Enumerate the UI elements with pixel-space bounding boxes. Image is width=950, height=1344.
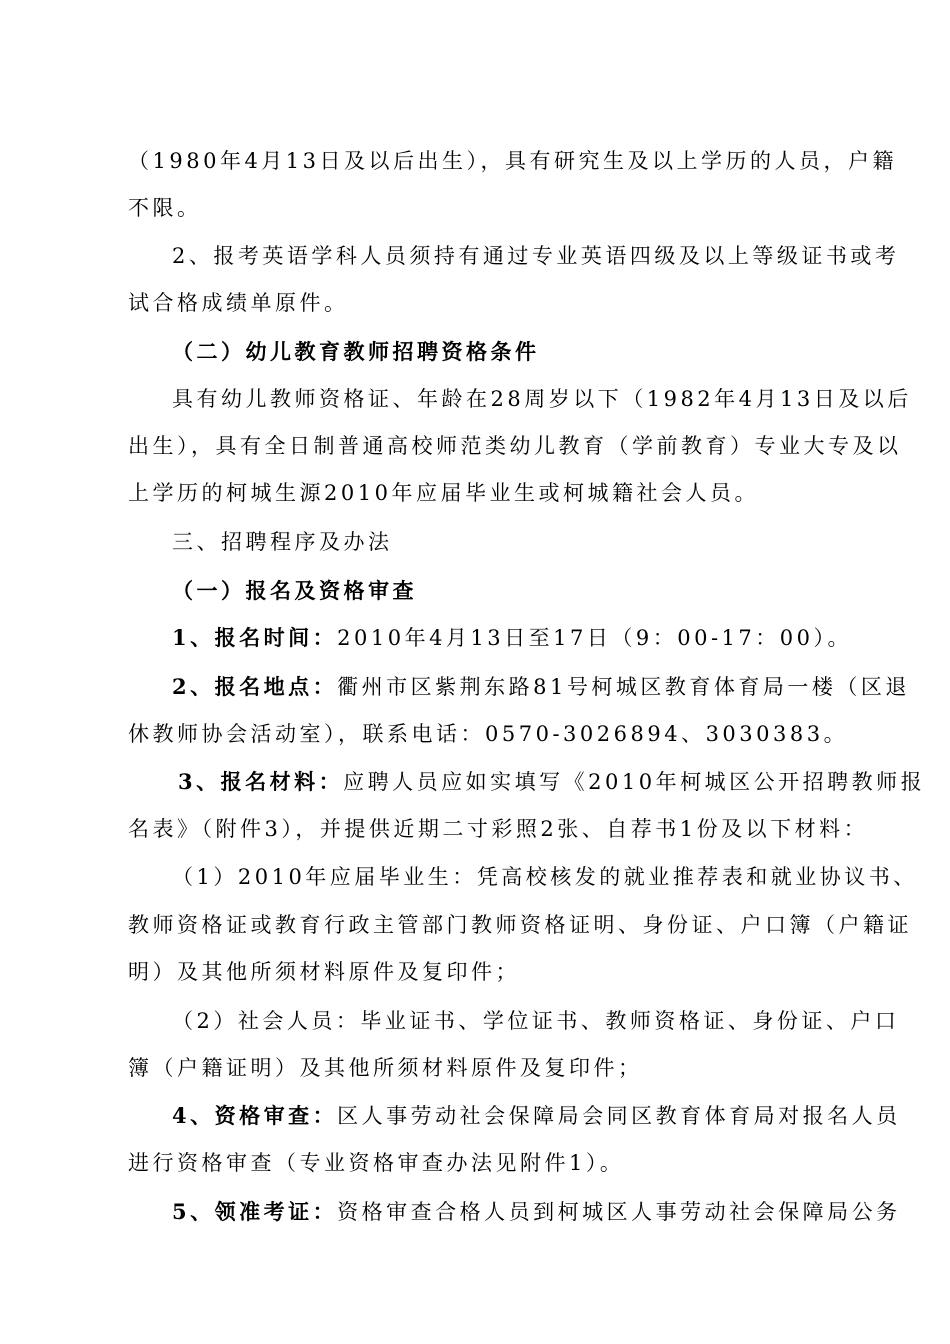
text-line: 教师资格证或教育行政主管部门教师资格证明、身份证、户口簿（户籍证 bbox=[128, 913, 912, 937]
text-line: 明）及其他所须材料原件及复印件； bbox=[128, 960, 520, 984]
text-line: 不限。 bbox=[128, 196, 202, 220]
text-line: 进行资格审查（专业资格审查办法见附件1）。 bbox=[128, 1151, 625, 1175]
section-heading: （一）报名及资格审查 bbox=[172, 578, 417, 603]
text-line: 名表》（附件3），并提供近期二寸彩照2张、自荐书1份及以下材料： bbox=[128, 817, 869, 841]
text-line: （1）2010年应届毕业生：凭高校核发的就业推荐表和就业协议书、 bbox=[172, 865, 918, 889]
text-line: 2、报考英语学科人员须持有通过专业英语四级及以上等级证书或考 bbox=[172, 244, 900, 268]
text-line: 具有幼儿教师资格证、年龄在28周岁以下（1982年4月13日及以后 bbox=[172, 387, 912, 411]
text-line: （2）社会人员：毕业证书、学位证书、教师资格证、身份证、户口 bbox=[172, 1009, 900, 1033]
text-line: 休教师协会活动室），联系电话：0570-3026894、3030383。 bbox=[128, 722, 849, 746]
text-line bbox=[172, 672, 910, 702]
text-line: 试合格成绩单原件。 bbox=[128, 291, 349, 315]
text-line: （1980年4月13日及以后出生），具有研究生及以上学历的人员，户籍 bbox=[128, 149, 898, 173]
text-line bbox=[172, 1197, 901, 1227]
section-heading: （二）幼儿教育教师招聘资格条件 bbox=[172, 339, 540, 364]
item-text: 区人事劳动社会保障局会同区教育体育局对报名人员 bbox=[337, 1104, 901, 1128]
item-text: 2010年4月13日至17日（9：00-17：00）。 bbox=[337, 626, 852, 650]
item-label: 1、报名时间： bbox=[172, 625, 338, 650]
text-line: 出生），具有全日制普通高校师范类幼儿教育（学前教育）专业大专及以 bbox=[128, 434, 902, 458]
item-text: 资格审查合格人员到柯城区人事劳动社会保障局公务 bbox=[337, 1200, 901, 1224]
item-label: 4、资格审查： bbox=[172, 1103, 338, 1128]
text-line: 上学历的柯城生源2010年应届毕业生或柯城籍社会人员。 bbox=[128, 481, 759, 505]
text-line bbox=[172, 623, 850, 653]
text-line bbox=[178, 767, 926, 797]
section-heading: 三、招聘程序及办法 bbox=[172, 530, 393, 554]
item-text: 衢州市区紫荆东路81号柯城区教育体育局一楼（区退 bbox=[337, 675, 910, 699]
text-line bbox=[172, 1101, 901, 1131]
item-label: 5、领准考证： bbox=[172, 1199, 338, 1224]
item-text: 应聘人员应如实填写《2010年柯城区公开招聘教师报 bbox=[343, 770, 926, 794]
item-label: 3、报名材料： bbox=[178, 769, 344, 794]
item-label: 2、报名地点： bbox=[172, 674, 338, 699]
text-line: 簿（户籍证明）及其他所须材料原件及复印件； bbox=[128, 1056, 643, 1080]
